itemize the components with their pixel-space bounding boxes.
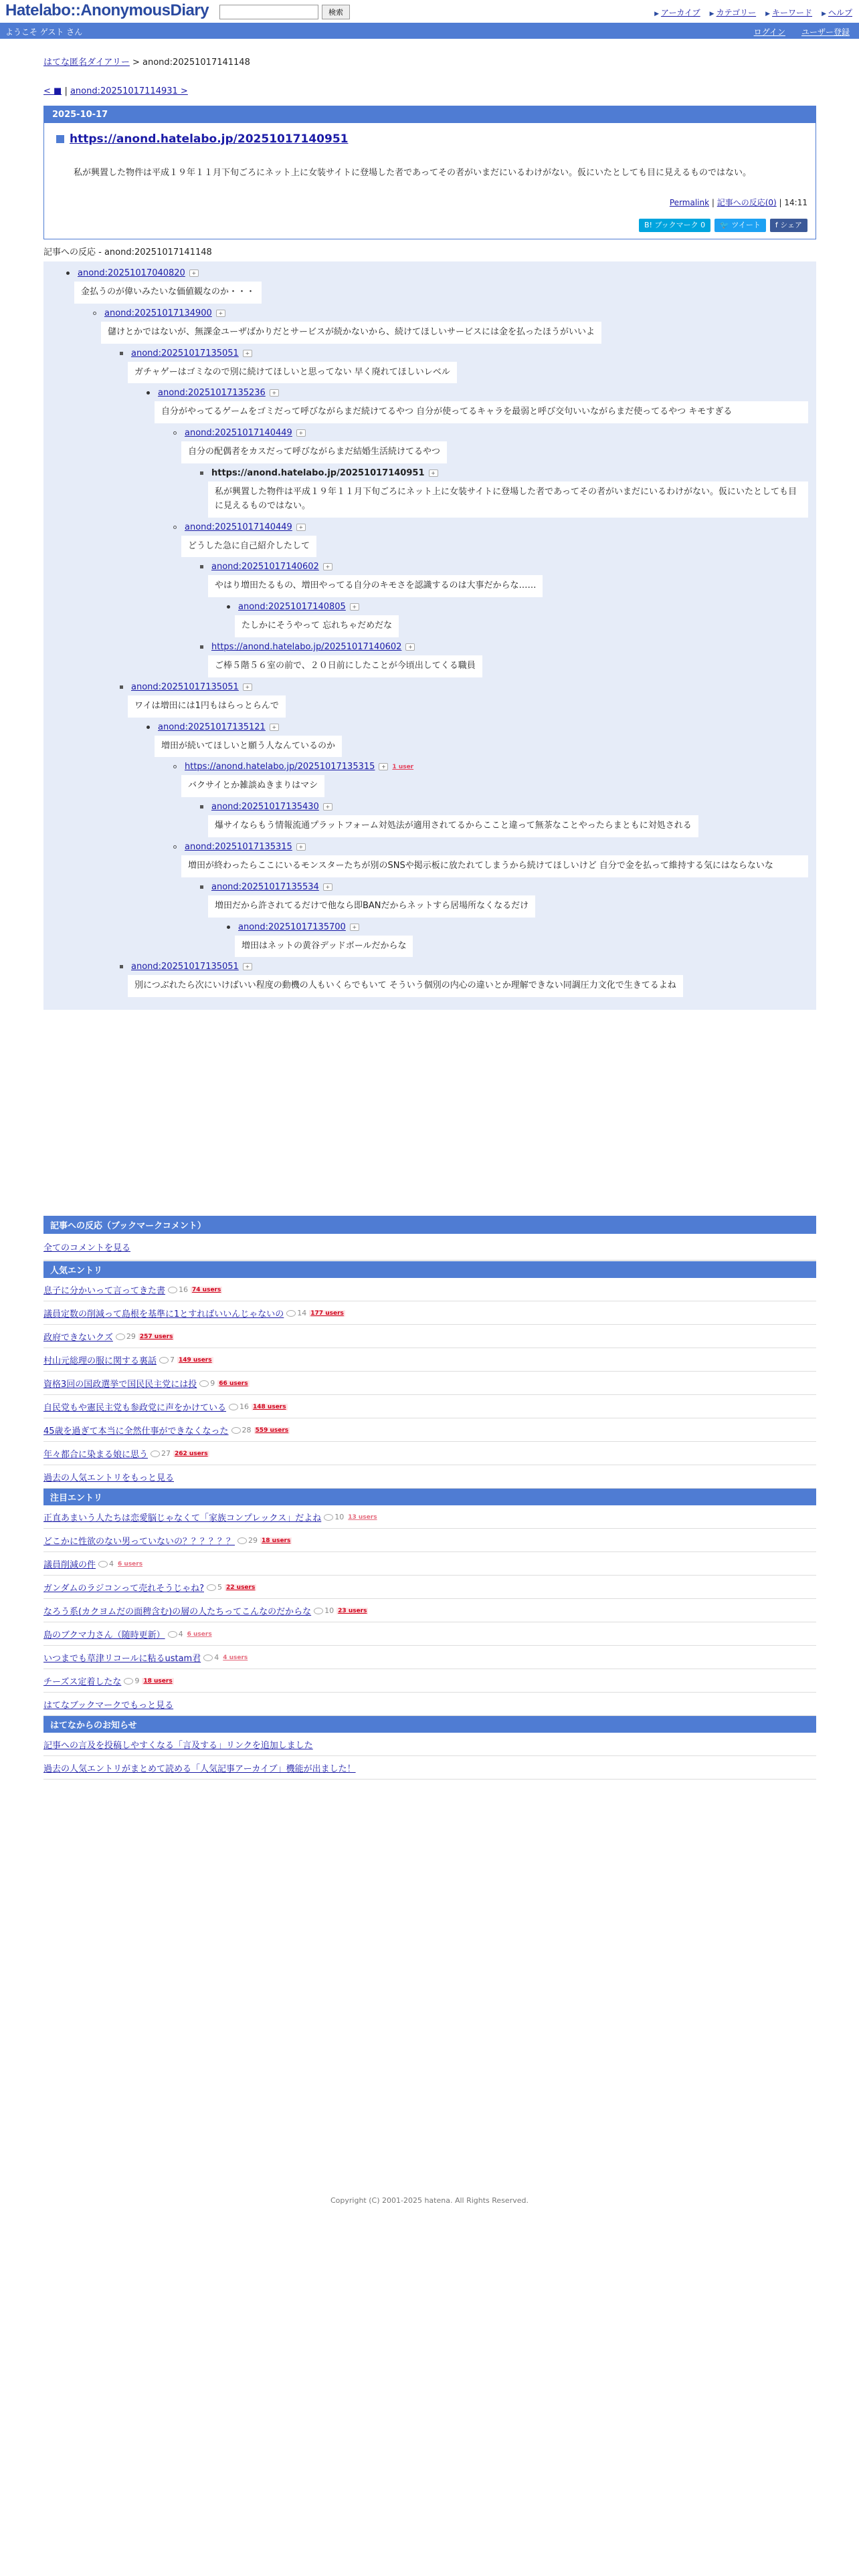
reaction-link-row: [200, 802, 808, 812]
reaction-node: [200, 642, 808, 677]
users-badge[interactable]: 22 users: [226, 1584, 256, 1591]
comment-count-value: 7: [170, 1356, 175, 1365]
entry-list-link[interactable]: 息子に分かいって言ってきた書: [43, 1286, 166, 1297]
reaction-node: [200, 882, 808, 918]
users-badge[interactable]: 74 users: [192, 1286, 221, 1293]
expand-toggle-icon[interactable]: +: [296, 843, 306, 851]
nav-help[interactable]: [822, 7, 852, 18]
reaction-node: [173, 762, 808, 797]
entry-list-link[interactable]: いつまでも草津リコールに粘るustam君: [43, 1654, 201, 1665]
global-header: [0, 0, 859, 23]
reaction-link-row: [200, 468, 808, 478]
entry-list-link[interactable]: どこかに性欲のない男っていないの？？？？？？: [43, 1537, 235, 1547]
reaction-text: 金払うのが偉いみたいな価値観なのか・・・: [74, 282, 262, 304]
reaction-text: 別につぶれたら次にいけばいい程度の動機の人もいくらでもいて そういう個別の内心の違いとか理解できない同調圧力文化で生きてるよね: [128, 975, 683, 997]
users-badge[interactable]: 148 users: [253, 1403, 286, 1410]
entry-list-link[interactable]: チーズス定着したな: [43, 1677, 122, 1688]
comment-count[interactable]: [207, 1583, 222, 1592]
comment-bubble-icon: [237, 1537, 247, 1544]
entry-list-link[interactable]: 年々都合に染まる娘に思う: [43, 1450, 149, 1461]
share-label: シェア: [780, 221, 802, 230]
bullet-icon: [173, 431, 177, 435]
entry-list-link[interactable]: 議員削減の件: [43, 1560, 96, 1571]
expand-toggle-icon[interactable]: +: [243, 963, 252, 970]
entry-list-item: [43, 1529, 816, 1552]
entry-list-item: [43, 1348, 816, 1372]
entry-box: [43, 106, 816, 239]
more-entries: [43, 1693, 816, 1716]
comment-count[interactable]: [286, 1309, 306, 1317]
reaction-node: [173, 842, 808, 877]
featured-heading: 注目エントリ: [43, 1489, 816, 1505]
reaction-anchor[interactable]: anond:20251017135700: [238, 922, 346, 932]
comment-count[interactable]: [168, 1630, 183, 1638]
entry-list-link[interactable]: 正直あまいう人たちは恋愛脳じゃなくて「家族コンプレックス」だよね: [43, 1513, 322, 1524]
entry-list-link[interactable]: 自民党もや憲民主党も参政党に声をかけている: [43, 1403, 227, 1414]
users-badge[interactable]: 559 users: [255, 1426, 289, 1434]
reaction-text: 自分がやってるゲームをゴミだって呼びながらまだ続けてるやつ 自分が使ってるキャラを最弱と呼び交句いいながらまだ使ってるやつ キモすぎる: [155, 401, 808, 423]
entry-list-item: [43, 1372, 816, 1395]
reaction-anchor[interactable]: anond:20251017140805: [238, 602, 346, 613]
comment-count[interactable]: [98, 1560, 114, 1568]
popular-list: [43, 1278, 816, 1489]
reaction-text: やはり増田たるもの、増田やってる自分のキモさを認識するのは大事だからな……: [208, 575, 543, 597]
users-badge[interactable]: 4 users: [223, 1654, 248, 1661]
reaction-anchor[interactable]: anond:20251017134900: [104, 308, 212, 318]
comment-count-value: 4: [178, 1630, 183, 1639]
bullet-icon: [120, 352, 123, 355]
tweet-label: ツイート: [731, 221, 761, 230]
bullet-icon: [173, 526, 177, 529]
reaction-node: [147, 722, 808, 758]
triangle-icon: ▶: [765, 11, 771, 17]
nav-help-link[interactable]: ヘルプ: [828, 8, 852, 17]
entry-list-link[interactable]: 議員定数の削減って島根を基準に1とすればいいんじゃないの: [43, 1309, 284, 1320]
hatena-bookmark-button[interactable]: B! ブックマーク 0: [639, 219, 710, 232]
reaction-link-row: [147, 722, 808, 732]
reaction-link-row: [93, 308, 808, 318]
comment-bubble-icon: [159, 1357, 169, 1364]
all-comments: [43, 1234, 816, 1261]
all-comments-link[interactable]: 全てのコメントを見る: [43, 1243, 131, 1254]
reaction-text: 増田はネットの黄谷デッドボールだからな: [235, 936, 413, 958]
comment-count[interactable]: [203, 1653, 219, 1662]
bullet-icon: [227, 926, 230, 929]
reaction-node: [200, 468, 808, 518]
entry-list-link[interactable]: 資格3回の国政選挙で国民民主党には投: [43, 1380, 197, 1390]
reaction-text: ご棒５階５６室の前で、２０日前にしたことが今頃出してくる職員: [208, 655, 482, 677]
expand-toggle-icon[interactable]: +: [216, 310, 225, 317]
comment-bubble-icon: [231, 1427, 241, 1434]
search-button[interactable]: 検索: [322, 5, 350, 19]
expand-toggle-icon[interactable]: +: [405, 643, 415, 651]
expand-toggle-icon[interactable]: +: [296, 429, 306, 437]
entry-list-item: [43, 1552, 816, 1576]
next-link[interactable]: anond:20251017114931 >: [70, 86, 188, 96]
comment-bubble-icon: [229, 1404, 238, 1410]
reaction-link-row: [227, 602, 808, 612]
reaction-anchor[interactable]: anond:20251017135236: [158, 388, 266, 399]
reaction-node: [200, 562, 808, 597]
entry-list-link[interactable]: 45歳を過ぎて本当に全然仕事ができなくなった: [43, 1426, 229, 1437]
bullet-icon: [200, 565, 203, 568]
reaction-node: [227, 602, 808, 637]
reaction-text: 増田が続いてほしいと願う人なんているのか: [155, 736, 342, 758]
entry-list-item: [43, 1278, 816, 1301]
reaction-anchor[interactable]: https://anond.hatelabo.jp/20251017140951: [211, 468, 425, 479]
bookmark-heading: 記事への反応（ブックマークコメント）: [43, 1216, 816, 1234]
share-buttons: [56, 219, 807, 232]
register-link[interactable]: ユーザー登録: [801, 27, 850, 37]
twitter-icon: 🐦: [720, 221, 732, 230]
comment-bubble-icon: [151, 1451, 160, 1457]
reaction-anchor[interactable]: anond:20251017140449: [185, 522, 292, 532]
entry-list-item: [43, 1418, 816, 1442]
bullet-icon: [120, 685, 123, 689]
entry-list-item: [43, 1325, 816, 1348]
square-icon: [56, 135, 64, 143]
notice-item: [43, 1733, 816, 1756]
comment-count-value: 5: [217, 1583, 222, 1592]
entry-list-link[interactable]: なろう系(カクヨムだの面稗含む)の層の人たちってこんなのだからな: [43, 1607, 312, 1618]
nav-archive-link[interactable]: アーカイブ: [660, 8, 700, 17]
reaction-anchor[interactable]: anond:20251017140602: [211, 562, 319, 572]
footer: Copyright (C) 2001-2025 hatena. All Rights Reserved.: [330, 2196, 529, 2205]
more-entries-link[interactable]: はてなブックマークでもっと見る: [43, 1701, 174, 1711]
entry-text: 私が興置した物件は平成１９年１１月下旬ごろにネット上に女装サイトに登場した者であってその者がいまだにいるわけがない。仮にいたとしても目に見えるものではない。: [74, 168, 751, 178]
expand-toggle-icon[interactable]: +: [296, 524, 306, 531]
reaction-text: 儲けとかではないが、無課金ユーザばかりだとサービスが続かないから、続けてほしいサービスには金を払ったほうがいいよ: [101, 322, 601, 344]
bookmark-count-badge[interactable]: 1 user: [392, 763, 414, 770]
reaction-text: 増田だから許されてるだけで他なら即BANだからネットすら居場所なくなるだけ: [208, 895, 535, 918]
reaction-anchor[interactable]: anond:20251017135051: [131, 681, 239, 692]
entry-time: 14:11: [784, 198, 807, 208]
popular-heading: 人気エントリ: [43, 1261, 816, 1278]
reaction-text: たしかにそうやって 忘れちゃだめだな: [235, 615, 399, 637]
bullet-icon: [66, 272, 70, 275]
reaction-anchor[interactable]: anond:20251017135430: [211, 802, 319, 813]
nav-archive[interactable]: [654, 7, 700, 18]
reaction-text: 増田が終わったらここにいるモンスターたちが別のSNSや掲示板に放たれてしまうから続けてほしいけど 自分で金を払って維持する気にはならないな: [181, 855, 808, 877]
user-bar: [0, 23, 859, 39]
bullet-icon: [173, 765, 177, 768]
entry-list-link[interactable]: 島のブクマ力さん（随時更新）: [43, 1630, 165, 1641]
comment-count[interactable]: [314, 1606, 334, 1615]
bullet-icon: [147, 391, 150, 395]
users-badge[interactable]: 6 users: [187, 1630, 212, 1638]
reaction-anchor[interactable]: anond:20251017135534: [211, 881, 319, 892]
entry-meta: [56, 197, 807, 208]
reaction-link-row: [120, 682, 808, 692]
entry-list-item: [43, 1301, 816, 1325]
nav-category[interactable]: [710, 7, 756, 18]
notice-item: [43, 1756, 816, 1780]
meta-separator: |: [776, 198, 785, 208]
comment-bubble-icon: [286, 1310, 296, 1317]
comment-count[interactable]: [229, 1402, 249, 1411]
pager-separator: |: [62, 86, 70, 96]
reaction-anchor[interactable]: https://anond.hatelabo.jp/20251017140602: [211, 642, 402, 653]
comment-count-value: 27: [161, 1449, 171, 1459]
comment-count-value: 4: [109, 1560, 114, 1569]
comment-count-value: 29: [248, 1536, 258, 1545]
comment-count-value: 9: [134, 1677, 140, 1686]
nav-keyword-link[interactable]: キーワード: [772, 8, 813, 17]
reaction-node: [173, 428, 808, 463]
comment-count-value: 28: [242, 1426, 252, 1435]
comment-count[interactable]: [159, 1356, 175, 1364]
breadcrumb-home[interactable]: はてな匿名ダイアリー: [43, 58, 130, 68]
comment-count-value: 9: [210, 1379, 215, 1388]
notice-heading: はてなからのお知らせ: [43, 1716, 816, 1733]
reaction-node: [173, 522, 808, 558]
reaction-anchor[interactable]: anond:20251017135051: [131, 348, 239, 358]
facebook-share-button[interactable]: [770, 219, 807, 232]
reaction-anchor[interactable]: anond:20251017135121: [158, 722, 266, 732]
reaction-tree: [43, 261, 816, 1010]
search-input[interactable]: [219, 5, 318, 19]
bullet-icon: [200, 471, 203, 475]
bullet-icon: [200, 645, 203, 649]
reaction-node: [200, 802, 808, 837]
expand-toggle-icon[interactable]: +: [189, 270, 199, 277]
tweet-button[interactable]: [714, 219, 766, 232]
reaction-link-row: [173, 762, 808, 772]
welcome-text: ようこそ ゲスト さん: [5, 27, 83, 37]
reaction-link-row: [227, 922, 808, 932]
comment-count[interactable]: [199, 1379, 215, 1388]
expand-toggle-icon[interactable]: +: [243, 683, 252, 691]
entry-title-link[interactable]: https://anond.hatelabo.jp/20251017140951: [70, 132, 349, 146]
comment-count[interactable]: [116, 1332, 136, 1341]
expand-toggle-icon[interactable]: +: [270, 389, 279, 397]
reaction-link-row: [173, 522, 808, 532]
reaction-link-row: [147, 388, 808, 398]
entry-list-link[interactable]: 村山元総理の服に関する裏話: [43, 1356, 157, 1367]
reaction-node: [120, 682, 808, 718]
comment-count-value: 14: [297, 1309, 307, 1318]
nav-keyword[interactable]: [765, 7, 812, 18]
entry-list-item: [43, 1669, 816, 1693]
reactions-link[interactable]: 記事への反応(0): [717, 198, 777, 208]
users-badge[interactable]: 149 users: [179, 1356, 212, 1364]
reaction-anchor[interactable]: anond:20251017040820: [78, 268, 185, 279]
site-logo[interactable]: Hatelabo::AnonymousDiary: [5, 1, 209, 19]
comment-bubble-icon: [124, 1678, 133, 1685]
reaction-link-row: [173, 428, 808, 438]
bullet-icon: [93, 312, 96, 315]
comment-bubble-icon: [168, 1631, 177, 1638]
reaction-text: ワイは増田には1円もはらっとらんで: [128, 695, 286, 718]
entry-list-item: [43, 1395, 816, 1418]
reaction-node: [93, 308, 808, 344]
expand-toggle-icon[interactable]: +: [243, 350, 252, 357]
entry-list-item: [43, 1442, 816, 1465]
entry-title: [56, 132, 807, 146]
comment-count[interactable]: [324, 1513, 344, 1521]
entry-list-link[interactable]: ガンダムのラジコンって売れそうじゃね?: [43, 1584, 204, 1594]
nav-category-link[interactable]: カテゴリー: [716, 8, 757, 17]
triangle-icon: ▶: [822, 11, 826, 17]
comment-bubble-icon: [324, 1514, 333, 1521]
reaction-text: ガチャゲーはゴミなので別に続けてほしいと思ってない 早く廃れてほしいレベル: [128, 362, 457, 384]
comment-bubble-icon: [203, 1654, 213, 1661]
entry-list-link[interactable]: 政府できないクズ: [43, 1333, 113, 1344]
notice-list: [43, 1733, 816, 1780]
reaction-text: バクサイとか雑談ぬきまりはマシ: [181, 775, 324, 797]
expand-toggle-icon[interactable]: +: [379, 763, 388, 770]
reaction-link-row: [120, 348, 808, 358]
expand-toggle-icon[interactable]: +: [429, 469, 438, 477]
comment-bubble-icon: [314, 1608, 323, 1614]
comment-count-value: 29: [126, 1332, 136, 1341]
entry-pager: [43, 86, 816, 96]
entry-list-item: [43, 1505, 816, 1529]
users-badge[interactable]: 18 users: [262, 1537, 291, 1544]
comment-count-value: 10: [324, 1606, 335, 1616]
expand-toggle-icon[interactable]: +: [323, 883, 332, 891]
reaction-text: 爆サイならもう情報流通プラットフォーム対処法が適用されてるからここと違って無茶なことやったらまともに対処される: [208, 815, 698, 837]
entry-list-item: [43, 1622, 816, 1646]
triangle-icon: ▶: [709, 11, 714, 17]
bullet-icon: [227, 605, 230, 609]
reaction-link-row: [200, 642, 808, 652]
bullet-icon: [200, 885, 203, 889]
reaction-link-row: [200, 882, 808, 892]
expand-toggle-icon[interactable]: +: [350, 924, 359, 931]
reaction-node: [120, 962, 808, 997]
users-badge[interactable]: 66 users: [219, 1380, 248, 1387]
notice-link[interactable]: 過去の人気エントリがまとめて読める「人気記事アーカイブ」機能が出ました！: [43, 1764, 356, 1775]
comment-count[interactable]: [168, 1285, 188, 1294]
breadcrumb-current: anond:20251017141148: [142, 58, 250, 68]
reaction-text: 自分の配偶者をカスだって呼びながらまだ結婚生活続けてるやつ: [181, 441, 447, 463]
reaction-node: [147, 388, 808, 423]
facebook-icon: f: [775, 221, 781, 230]
bullet-icon: [200, 805, 203, 809]
comment-count-value: 16: [179, 1285, 189, 1295]
more-entries: [43, 1465, 816, 1489]
expand-toggle-icon[interactable]: +: [323, 803, 332, 811]
users-badge[interactable]: 257 users: [139, 1333, 173, 1340]
entry-date: 2025-10-17: [44, 106, 816, 123]
reaction-node: [227, 922, 808, 958]
triangle-icon: ▶: [654, 11, 659, 17]
reaction-link-row: [173, 842, 808, 852]
comment-count[interactable]: [237, 1536, 258, 1545]
users-badge[interactable]: 23 users: [338, 1607, 367, 1614]
main-content: [43, 55, 816, 1780]
expand-toggle-icon[interactable]: +: [270, 724, 279, 731]
bullet-icon: [147, 726, 150, 729]
reaction-text: どうした急に自己紹介したして: [181, 536, 316, 558]
comment-count[interactable]: [151, 1449, 171, 1458]
featured-list: [43, 1505, 816, 1716]
bullet-icon: [120, 965, 123, 968]
login-link[interactable]: ログイン: [753, 27, 785, 37]
users-badge[interactable]: 18 users: [143, 1677, 173, 1685]
notice-link[interactable]: 記事への言及を投稿しやすくなる「言及する」リンクを追加しました: [43, 1741, 313, 1751]
comment-bubble-icon: [98, 1561, 108, 1568]
users-badge[interactable]: 177 users: [310, 1309, 344, 1317]
entry-list-item: [43, 1599, 816, 1622]
comment-bubble-icon: [116, 1333, 125, 1340]
comment-bubble-icon: [207, 1584, 216, 1591]
comment-count[interactable]: [231, 1426, 252, 1434]
expand-toggle-icon[interactable]: +: [350, 603, 359, 611]
top-nav: [654, 7, 852, 18]
reactions-label: 記事への反応 - anond:20251017141148: [43, 247, 212, 258]
reaction-node: [120, 348, 808, 384]
permalink[interactable]: Permalink: [669, 198, 710, 208]
prev-link[interactable]: < ■: [43, 86, 62, 96]
comment-count-value: 4: [214, 1653, 219, 1662]
breadcrumb-separator: >: [129, 58, 143, 68]
reaction-link-row: [200, 562, 808, 572]
comment-bubble-icon: [199, 1380, 209, 1387]
reaction-link-row: [66, 268, 808, 278]
meta-separator: |: [709, 198, 717, 208]
users-badge[interactable]: 6 users: [118, 1560, 143, 1568]
entry-list-item: [43, 1576, 816, 1599]
reaction-anchor[interactable]: https://anond.hatelabo.jp/20251017135315: [185, 762, 375, 772]
bullet-icon: [173, 845, 177, 849]
reaction-text: 私が興置した物件は平成１９年１１月下旬ごろにネット上に女装サイトに登場した者であってその者がいまだにいるわけがない。仮にいたとしても目に見えるものではない。: [208, 481, 808, 518]
comment-count-value: 16: [240, 1402, 250, 1412]
reaction-node: [66, 268, 808, 304]
reaction-link-row: [120, 962, 808, 972]
reaction-anchor[interactable]: anond:20251017135051: [131, 962, 239, 972]
reaction-anchor[interactable]: anond:20251017135315: [185, 842, 292, 853]
reaction-anchor[interactable]: anond:20251017140449: [185, 428, 292, 439]
entry-list-item: [43, 1646, 816, 1669]
users-badge[interactable]: 262 users: [175, 1450, 208, 1457]
users-badge[interactable]: 13 users: [348, 1513, 377, 1521]
comment-count[interactable]: [124, 1677, 139, 1685]
expand-toggle-icon[interactable]: +: [323, 563, 332, 570]
comment-bubble-icon: [168, 1287, 177, 1293]
breadcrumb: [43, 55, 816, 68]
more-entries-link[interactable]: 過去の人気エントリをもっと見る: [43, 1473, 175, 1484]
comment-count-value: 10: [335, 1513, 345, 1522]
